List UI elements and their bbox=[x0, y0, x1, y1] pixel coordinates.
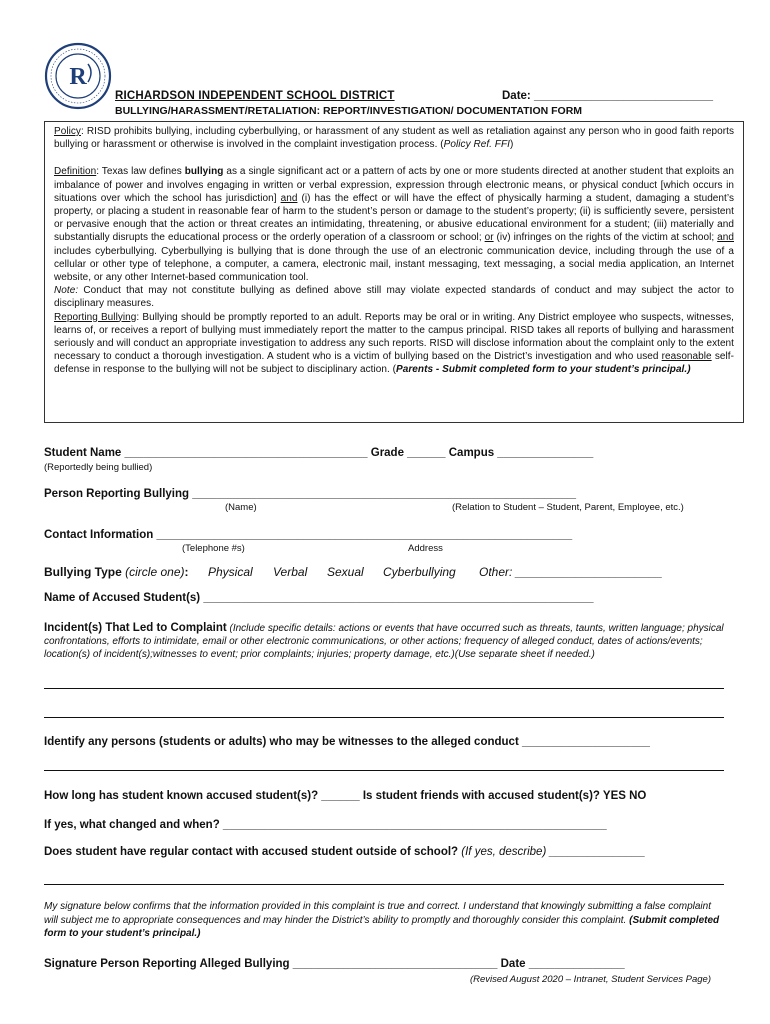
definition-text: (iv) infringes on the rights of the victim at school; bbox=[493, 232, 718, 244]
reporting-text: self-defense in response to the bullying will not be subject to disciplinary action. ( bbox=[54, 351, 734, 376]
incident-help: (Include specific details: actions or events that have occurred such as threats, taunts, written language; physical confrontations, efforts to intimidate, email or other electronic communications, or other actions; frequency of alleged conduct, dates of actions/events; location(s) of incident(s);witnesses to event; prior complaints; injuries; property damage, etc.)(Use separate sheet if needed.) bbox=[44, 623, 724, 660]
reporter-field[interactable]: Person Reporting Bullying ____________________________________________________________ bbox=[44, 488, 576, 500]
reporter-name-sub: (Name) bbox=[225, 502, 257, 513]
policy-text: : RISD prohibits bullying, including cyberbullying, or harassment of any student as well as retaliation against any person who in good faith reports bullying or harassment or otherwise is involved in the complaint investigation process. ( bbox=[54, 126, 734, 151]
bullying-type-colon: : bbox=[184, 565, 189, 579]
definition-and: and bbox=[717, 232, 734, 244]
witnesses-field[interactable]: Identify any persons (students or adults) who may be witnesses to the alleged conduct ____________________ bbox=[44, 736, 650, 748]
definition-paragraph bbox=[54, 165, 734, 284]
incident-block bbox=[44, 622, 726, 661]
policy-box bbox=[44, 121, 744, 423]
bullying-type-row bbox=[44, 565, 189, 579]
type-verbal[interactable]: Verbal bbox=[273, 565, 308, 579]
signature-note-bold: (Submit completed form to your student’s principal.) bbox=[44, 914, 720, 939]
policy-label: Policy bbox=[54, 126, 81, 137]
reporting-text: : Bullying should be promptly reported to an adult. Reports may be oral or in writing. Any District employee who suspects, witnesses, learns of, or receives a report of bullying must immediately report the matter to the campus principal. RISD takes all reports of bullying and harassment seriously and will conduct an appropriate investigation to address any such reports. RISD will disclose information about the complaint only to the extent necessary to conduct a thorough investigation. A student who is a victim of bullying based on the District’s investigation and who used bbox=[54, 311, 734, 363]
reporting-label: Reporting Bullying bbox=[54, 311, 137, 323]
how-long-field[interactable]: How long has student known accused student(s)? ______ Is student friends with accused student(s)? YES NO bbox=[44, 790, 647, 802]
regular-contact-field[interactable] bbox=[44, 846, 645, 858]
policy-paragraph bbox=[54, 125, 734, 151]
bullying-type-label: Bullying Type bbox=[44, 565, 122, 579]
bullying-type-circle-hint: (circle one) bbox=[125, 565, 185, 579]
reporting-bold: Parents - Submit completed form to your student’s principal.) bbox=[396, 364, 691, 376]
form-title: BULLYING/HARASSMENT/RETALIATION: REPORT/INVESTIGATION/ DOCUMENTATION FORM bbox=[115, 105, 583, 117]
definition-text: as a single significant act or a pattern of acts by one or more students directed at another student that exploits an imbalance of power and involves engaging in written or verbal expression, expression through electronic means, or physical conduct [which occurs in situations over which the school has jurisdiction] bbox=[54, 166, 734, 204]
witnesses-line[interactable] bbox=[44, 770, 724, 771]
reporting-paragraph bbox=[54, 311, 734, 377]
date-field[interactable]: Date: ____________________________ bbox=[502, 90, 714, 102]
seal-letter: R bbox=[69, 64, 87, 90]
type-physical[interactable]: Physical bbox=[208, 565, 253, 579]
definition-text: (i) has the effect or will have the effect of physically harming a student, damaging a student’s property, or placing a student in reasonable fear of harm to the student’s person or damage to the student’s property; (ii) is sufficiently severe, persistent or pervasive enough that the action or threat creates an intimidating, threatening, or abusive educational environment for a student; (iii) materially and substantially disrupts the educational process or the orderly operation of a classroom or school; bbox=[54, 192, 734, 244]
signature-note-text: My signature below confirms that the information provided in this complaint is true and correct. I understand that knowingly submitting a false complaint will subject me to appropriate consequences and may hinder the District’s ability to promptly and thoroughly consider this complaint. bbox=[44, 901, 711, 926]
regular-contact-label: Does student have regular contact with accused student outside of school? bbox=[44, 846, 459, 858]
incident-line[interactable] bbox=[44, 688, 724, 689]
student-name-sub: (Reportedly being bullied) bbox=[44, 462, 153, 473]
reporting-reasonable: reasonable bbox=[661, 351, 712, 363]
revised-note: (Revised August 2020 – Intranet, Student Services Page) bbox=[470, 974, 711, 985]
type-sexual[interactable]: Sexual bbox=[327, 565, 364, 579]
district-name: RICHARDSON INDEPENDENT SCHOOL DISTRICT bbox=[115, 90, 395, 102]
definition-bold: bullying bbox=[184, 166, 224, 178]
definition-and: and bbox=[280, 192, 298, 204]
note-text: Conduct that may not constitute bullying as defined above still may violate expected standards of conduct and may subject the actor to disciplinary measures. bbox=[54, 285, 734, 310]
if-yes-field[interactable]: If yes, what changed and when? ____________________________________________________________ bbox=[44, 819, 607, 831]
policy-close: ) bbox=[509, 139, 514, 151]
signature-note bbox=[44, 900, 726, 941]
regular-contact-line[interactable] bbox=[44, 884, 724, 885]
incident-line[interactable] bbox=[44, 717, 724, 718]
note-label: Note: bbox=[54, 285, 79, 297]
type-other[interactable]: Other: ______________________ bbox=[479, 565, 663, 579]
definition-text: : Texas law defines bbox=[96, 166, 185, 178]
note-paragraph bbox=[54, 284, 734, 310]
definition-or: or bbox=[484, 232, 494, 244]
reporter-relation-sub: (Relation to Student – Student, Parent, Employee, etc.) bbox=[452, 502, 684, 513]
signature-field[interactable]: Signature Person Reporting Alleged Bullying ________________________________ Date _______________ bbox=[44, 958, 625, 970]
incident-label: Incident(s) That Led to Complaint bbox=[44, 622, 227, 634]
regular-contact-help: (If yes, describe) _______________ bbox=[458, 846, 646, 858]
contact-phone-sub: (Telephone #s) bbox=[182, 543, 245, 554]
student-name-field[interactable]: Student Name ______________________________________ Grade ______ Campus _______________ bbox=[44, 447, 594, 459]
accused-field[interactable]: Name of Accused Student(s) _____________________________________________________________ bbox=[44, 592, 594, 604]
definition-label: Definition bbox=[54, 166, 97, 178]
policy-ref: Policy Ref. FFI bbox=[443, 139, 510, 151]
district-seal-icon bbox=[44, 42, 112, 110]
definition-text: includes cyberbullying. Cyberbullying is bullying that is done through the use of an electronic communication device, including through the use of a cellular or other type of telephone, a computer, a camera, electronic mail, instant messaging, text messaging, a social media application, an Internet website, or any other Internet-based communication tool. bbox=[54, 245, 734, 284]
contact-address-sub: Address bbox=[408, 543, 443, 554]
type-cyberbullying[interactable]: Cyberbullying bbox=[383, 565, 456, 579]
contact-field[interactable]: Contact Information _________________________________________________________________ bbox=[44, 529, 573, 541]
